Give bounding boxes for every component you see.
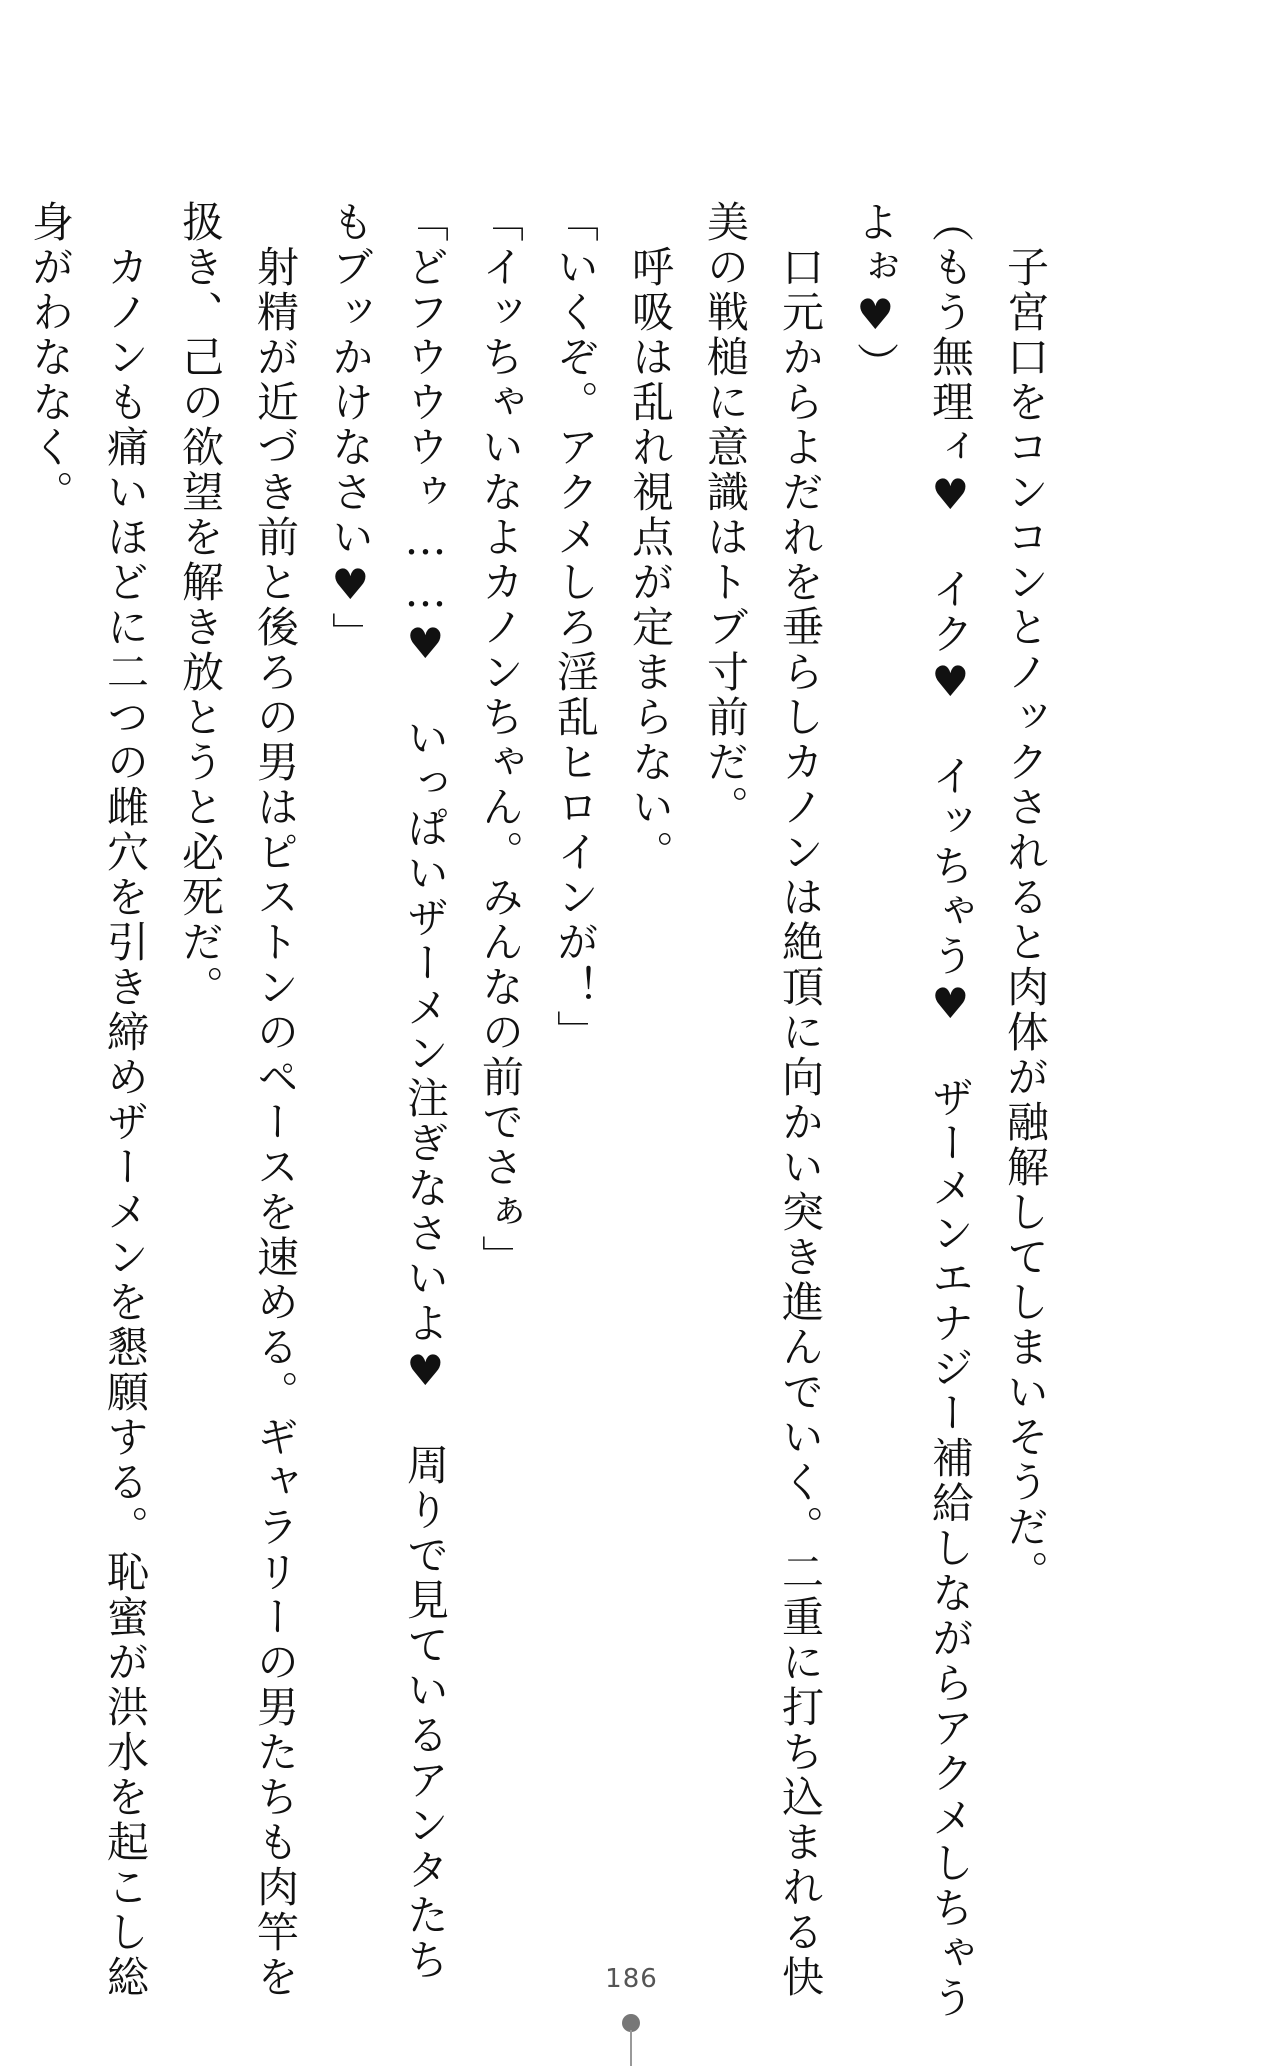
text-line: 美の戦槌に意識はトブ寸前だ。	[701, 200, 750, 830]
text-line: もブッかけなさい♥」	[326, 200, 375, 657]
text-line: （もう無理ィ♥ イク♥ イッちゃう♥ ザーメンエナジー補給しながらアクメしちゃう	[926, 200, 975, 2021]
text-line: 呼吸は乱れ視点が定まらない。	[626, 200, 675, 875]
text-line: 射精が近づき前と後ろの男はピストンのペースを速める。ギャラリーの男たちも肉竿を	[251, 200, 300, 2000]
text-line: 扱き、己の欲望を解き放とうと必死だ。	[176, 200, 225, 1010]
text-line: 「イッちゃいなよカノンちゃん。みんなの前でさぁ」	[476, 200, 525, 1280]
text-line: カノンも痛いほどに二つの雌穴を引き締めザーメンを懇願する。恥蜜が洪水を起こし総	[101, 200, 150, 2000]
text-line: 「どフウウウゥ……♥ いっぱいザーメン注ぎなさいよ♥ 周りで見ているアンタたち	[401, 200, 450, 1983]
page-marker-line	[630, 2030, 632, 2066]
text-line: 「いくぞ。アクメしろ淫乱ヒロインが！」	[551, 200, 600, 1055]
page-number: 186	[605, 1964, 658, 1994]
text-line: よぉ♥）	[851, 200, 900, 387]
text-line: 口元からよだれを垂らしカノンは絶頂に向かい突き進んでいく。二重に打ち込まれる快	[776, 200, 825, 2000]
text-line: 子宮口をコンコンとノックされると肉体が融解してしまいそうだ。	[1001, 200, 1050, 1595]
text-line	[0, 200, 13, 1840]
text-line: 身がわななく。	[26, 200, 75, 515]
